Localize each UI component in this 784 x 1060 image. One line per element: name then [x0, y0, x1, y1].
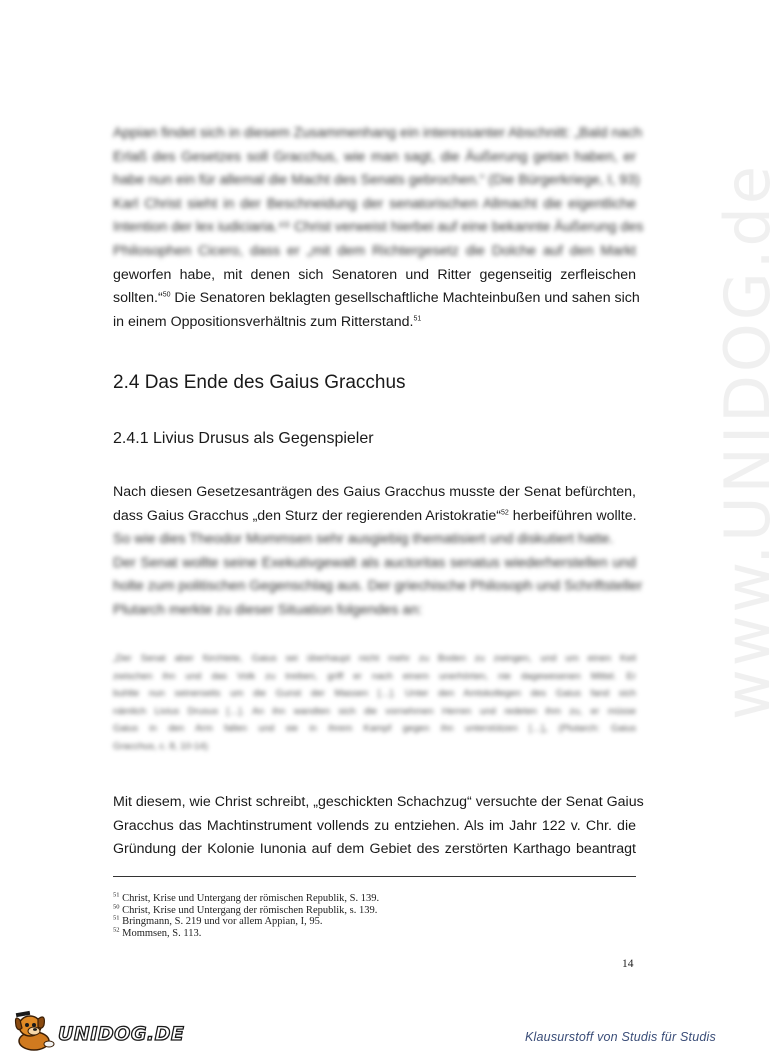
text-fragment: herbeiführen wollte. [508, 507, 637, 524]
text-line: buhlte nun seinerseits um die Gunst der Massen […]. Unter den Amtskollegen des Gaius fand sich [113, 688, 636, 700]
watermark: www.UNIDOG.de [711, 163, 784, 720]
text-fragment: Die Senatoren beklagten gesellschaftliche Machteinbußen und sahen sich [170, 290, 640, 307]
blurred-text-block [113, 528, 643, 622]
footnote-number: 52 [113, 926, 120, 934]
text-line [113, 505, 636, 529]
footnotes [113, 893, 379, 939]
text-line: nämlich Livius Drusus […]. An ihn wandten sich die vornehmen Herren und redeten ihm zu, er müsse [113, 705, 636, 717]
text-line: Gracchus das Machtinstrument vollends zu entziehen. Als im Jahr 122 v. Chr. die [113, 817, 636, 834]
section-heading: 2.4 Das Ende des Gaius Gracchus [113, 372, 406, 393]
text-line: Gründung der Kolonie Iunonia auf dem Gebiet des zerstörten Karthago beantragt [113, 841, 636, 858]
footnote-ref: 52 [500, 508, 509, 516]
text-line: Der Senat wollte seine Exekutivgewalt als auctoritas senatus wiederherstellen und [113, 554, 636, 571]
text-line: Nach diesen Gesetzesanträgen des Gaius Gracchus musste der Senat befürchten, [113, 484, 636, 500]
footer-tagline: Klausurstoff von Studis für Studis [525, 1030, 716, 1044]
footnote-text: Mommsen, S. 113. [119, 927, 202, 939]
clear-text-block [113, 481, 636, 528]
paragraph-3 [113, 791, 644, 862]
text-line: holte zum politischen Gegenschlag aus. Der griechische Philosoph und Schriftsteller [113, 578, 643, 595]
text-fragment: in einem Oppositionsverhältnis zum Ritterstand. [113, 313, 414, 330]
text-line: habe nun ein für allemal die Macht des Senats gebrochen.“ (Die Bürgerkriege, I, 93) [113, 172, 640, 189]
blurred-text-block [113, 122, 644, 264]
text-line [113, 311, 636, 335]
text-line: „Der Senat aber fürchtete, Gaius sei überhaupt nicht mehr zu Boden zu zwingen, und um einen Keil [113, 653, 636, 664]
text-line: Philosophen Cicero, dass er „mit dem Richtergesetz die Dolche auf den Markt [113, 242, 636, 259]
footnote-ref: 50 [162, 291, 171, 299]
text-line: Gaius in den Arm fallen und sie in ihrem Kampf gegen ihn unterstützen […]„ (Plutarch: Gaius [113, 723, 636, 735]
subsection-heading: 2.4.1 Livius Drusus als Gegenspieler [113, 430, 374, 447]
text-fragment: sollten.“ [113, 290, 163, 307]
footnote-text: Bringmann, S. 219 und vor allem Appian, I, 95. [119, 916, 323, 928]
footnote [113, 905, 379, 917]
footnote-number: 51 [113, 891, 120, 899]
text-line: Appian findet sich in diesem Zusammenhang ein interessanter Abschnitt: „Bald nach [113, 125, 643, 141]
clear-text-block [113, 264, 640, 335]
text-line: Intention der lex iudiciaria.⁴⁹ Christ verweist hierbei auf eine bekannte Äußerung des [113, 219, 644, 236]
page-number: 14 [622, 958, 634, 970]
footnote-number: 50 [113, 903, 120, 911]
logo-text: UNIDOG.DE [58, 1023, 185, 1045]
text-line: Plutarch merkte zu dieser Situation folgendes an: [113, 601, 423, 618]
footnote-text: Christ, Krise und Untergang der römischen Republik, S. 139. [119, 893, 380, 904]
text-line: zwischen ihn und das Volk zu treiben, griff er nach einem unerhörten, nie dagewesenen Mittel. Er [113, 670, 636, 682]
paragraph-2 [113, 481, 643, 623]
text-line: Karl Christ sieht in der Beschneidung der senatorischen Allmacht die eigentliche [113, 195, 636, 212]
text-line: So wie dies Theodor Mommsen sehr ausgiebig thematisiert und diskutiert hatte. [113, 531, 614, 548]
block-quote [113, 650, 636, 756]
unidog-logo[interactable] [8, 1010, 185, 1050]
text-line: Gracchus, c. 8, 10-14) [113, 740, 208, 752]
clear-text-block [113, 791, 644, 862]
text-line: Mit diesem, wie Christ schreibt, „geschickten Schachzug“ versuchte der Senat Gaius [113, 794, 644, 810]
footnote [113, 928, 379, 940]
footnote-divider [113, 876, 636, 877]
blurred-quote-text [113, 650, 636, 756]
text-line [113, 287, 640, 311]
paragraph-1 [113, 122, 644, 334]
footnote-number: 51 [113, 914, 120, 922]
footnote [113, 916, 379, 928]
text-fragment: dass Gaius Gracchus „den Sturz der regierenden Aristokratie“ [113, 507, 501, 524]
footnote [113, 893, 379, 905]
text-line: geworfen habe, mit denen sich Senatoren und Ritter gegenseitig zerfleischen [113, 266, 636, 283]
footnote-ref: 51 [413, 315, 422, 323]
dog-mascot-icon [8, 1010, 60, 1052]
footnote-text: Christ, Krise und Untergang der römischen Republik, s. 139. [119, 904, 378, 916]
text-line: Erlaß des Gesetzes soll Gracchus, wie man sagt, die Äußerung getan haben, er [113, 148, 636, 165]
